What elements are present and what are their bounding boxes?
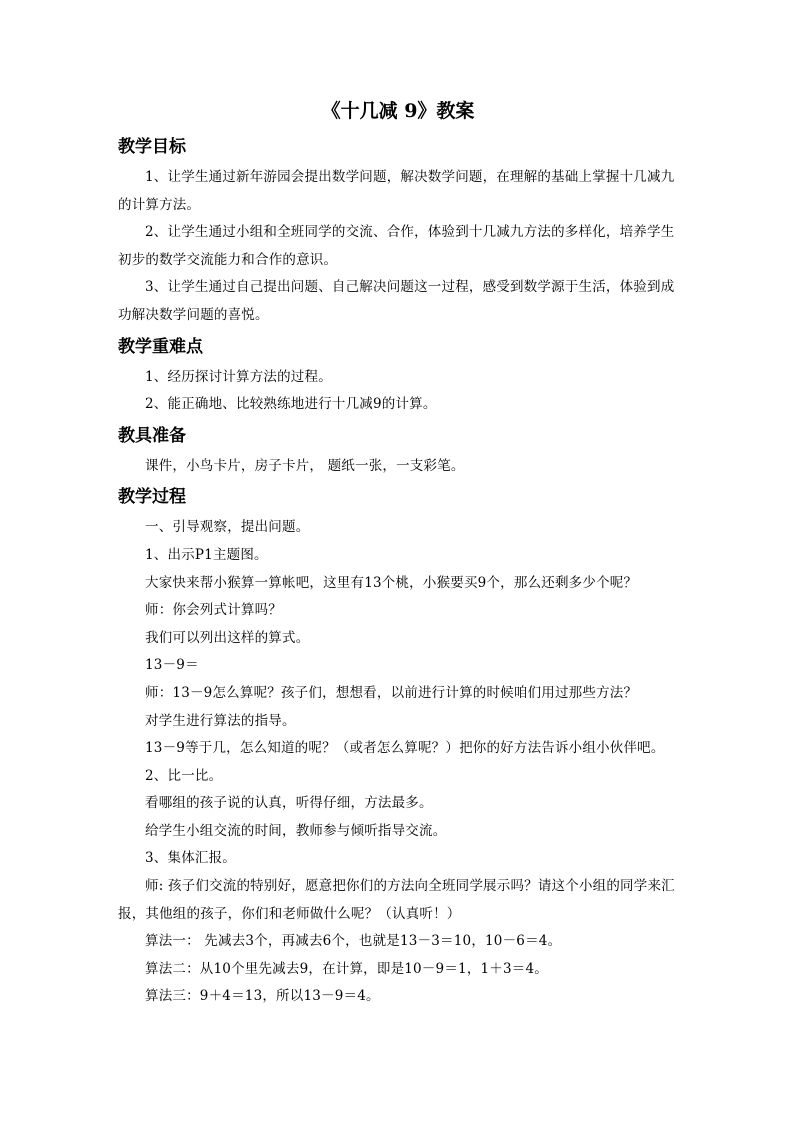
paragraph: 师：你会列式计算吗？ [145,602,282,619]
section-teaching-process [118,480,678,1011]
paragraph: 3、让学生通过自己提出问题、自己解决问题这一过程，感受到数学源于生活，体验到成功解决数学问题的喜悦。 [118,279,675,323]
paragraph: 1、经历探讨计算方法的过程。 [145,368,332,385]
section-heading: 教学过程 [118,487,186,508]
paragraph: 给学生小组交流的时间，教师参与倾听指导交流。 [145,822,447,839]
section-heading: 教学目标 [118,137,186,157]
paragraph: 看哪组的孩子说的认真，听得仔细，方法最多。 [145,795,433,812]
paragraph: 1、让学生通过新年游园会提出数学问题，解决数学问题，在理解的基础上掌握十几减九的计算方法。 [118,169,675,213]
paragraph: 2、比一比。 [145,767,223,784]
paragraph: 我们可以列出这样的算式。 [145,629,310,646]
paragraph: 3、集体汇报。 [145,850,236,867]
paragraph: 1、出示P1主题图。 [145,546,268,563]
paragraph: 算法三：9＋4＝13，所以13－9＝4。 [145,988,380,1005]
paragraph: 算法二：从10个里先减去9，在计算，即是10－9＝1，1＋3＝4。 [145,960,548,977]
paragraph: 13－9等于几，怎么知道的呢？（或者怎么算呢？）把你的好方法告诉小组小伙伴吧。 [145,740,665,757]
paragraph: 师：13－9怎么算呢？孩子们，想想看，以前进行计算的时候咱们用过那些方法？ [145,684,638,701]
paragraph: 课件，小鸟卡片，房子卡片， 题纸一张，一支彩笔。 [145,457,465,474]
paragraph: 13－9＝ [145,657,199,674]
paragraph: 对学生进行算法的指导。 [145,712,296,729]
section-teaching-goals [118,130,678,330]
section-key-difficulties [118,330,678,419]
document-title: 《十几减 9》教案 [321,100,475,122]
paragraph: 师: 孩子们交流的特别好，愿意把你们的方法向全班同学展示吗？请这个小组的同学来汇报，其他组的孩子，你们和老师做什么呢？（认真听！） [118,878,675,922]
section-heading: 教具准备 [118,425,186,446]
paragraph: 算法一： 先减去3个，再减去6个，也就是13－3＝10，10－6＝4。 [145,933,562,950]
paragraph: 2、能正确地、比较熟练地进行十几减9的计算。 [145,396,437,413]
paragraph: 一、引导观察，提出问题。 [145,519,310,536]
section-teaching-aids [118,419,678,481]
document-page [118,92,678,1011]
section-heading: 教学重难点 [118,336,203,357]
paragraph: 大家快来帮小猴算一算帐吧，这里有13个桃，小猴要买9个，那么还剩多少个呢？ [145,574,638,591]
paragraph: 2、让学生通过小组和全班同学的交流、合作，体验到十几减九方法的多样化，培养学生初步的数学交流能力和合作的意识。 [118,224,675,268]
